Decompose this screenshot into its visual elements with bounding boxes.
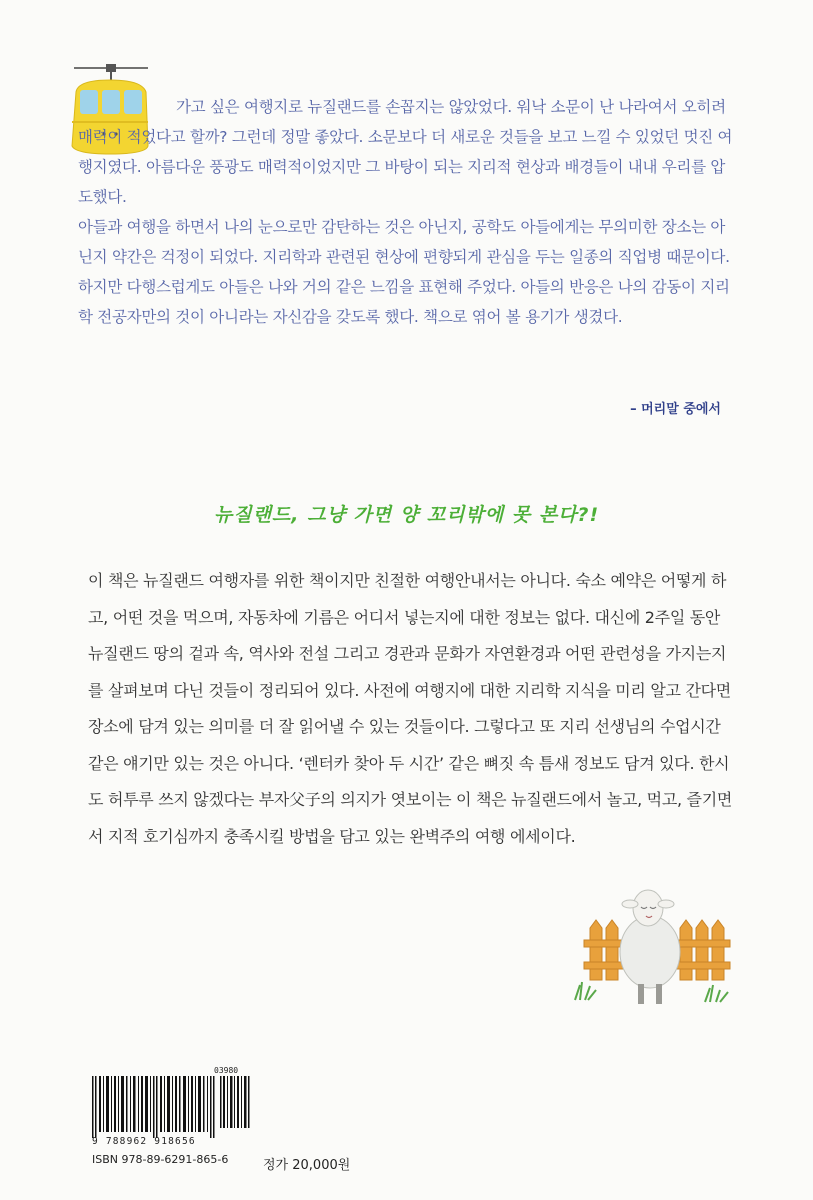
book-description: [88, 563, 738, 855]
book-headline: 뉴질랜드, 그냥 가면 양 꼬리밖에 못 본다?!: [213, 504, 600, 526]
sheep-with-fence-icon: [570, 880, 735, 1010]
preface-excerpt: [78, 92, 738, 332]
preface-source: – 머리말 중에서: [630, 402, 721, 417]
price-label: 정가 20,000원: [263, 1158, 351, 1173]
addon-barcode: [220, 1076, 250, 1128]
ean-digits: 9 788962 918656: [92, 1136, 196, 1147]
addon-code: 03980: [214, 1066, 239, 1075]
description-paragraph: 이 책은 뉴질랜드 여행자를 위한 책이지만 친절한 여행안내서는 아니다. 숙소 예약은 어떻게 하고, 어떤 것을 먹으며, 자동차에 기름은 어디서 넣는지에 대한 정보는 없다. 대신에 2주일 동안 뉴질랜드 땅의 겉과 속, 역사와 전설 그리고 경관과 문화가 자연환경과 어떤 관련성을 가지는지를 살펴보며 다닌 것들이 정리되어 있다. 사전에 여행지에 대한 지리학 지식을 미리 알고 간다면 장소에 담겨 있는 의미를 더 잘 읽어낼 수 있는 것들이다. 그렇다고 또 지리 선생님의 수업시간 같은 얘기만 있는 것은 아니다. ‘렌터카 찾아 두 시간’ 같은 뼈짓 속 틈새 정보도 담겨 있다. 한시도 허투루 쓰지 않겠다는 부자父子의 의지가 엿보이는 이 책은 뉴질랜드에서 놀고, 먹고, 즐기면서 지적 호기심까지 충족시킬 방법을 담고 있는 완벽주의 여행 에세이다.: [88, 571, 733, 846]
isbn-number: ISBN 978-89-6291-865-6: [92, 1153, 229, 1166]
preface-paragraph: 가고 싶은 여행지로 뉴질랜드를 손꼽지는 않았었다. 워낙 소문이 난 나라여서 오히려 매력이 적었다고 할까? 그런데 정말 좋았다. 소문보다 더 새로운 것들을 보고 느낄 수 있었던 멋진 여행지였다. 아름다운 풍광도 매력적이었지만 그 바탕이 되는 지리적 현상과 배경들이 내내 우리를 압도했다.: [78, 98, 733, 206]
preface-paragraph: 아들과 여행을 하면서 나의 눈으로만 감탄하는 것은 아닌지, 공학도 아들에게는 무의미한 장소는 아닌지 약간은 걱정이 되었다. 지리학과 관련된 현상에 편향되게 관심을 두는 일종의 직업병 때문이다. 하지만 다행스럽게도 아들은 나와 거의 같은 느낌을 표현해 주었다. 아들의 반응은 나의 감동이 지리학 전공자만의 것이 아니라는 자신감을 갖도록 했다. 책으로 엮어 볼 용기가 생겼다.: [78, 218, 730, 326]
isbn-barcode: [92, 1076, 217, 1138]
